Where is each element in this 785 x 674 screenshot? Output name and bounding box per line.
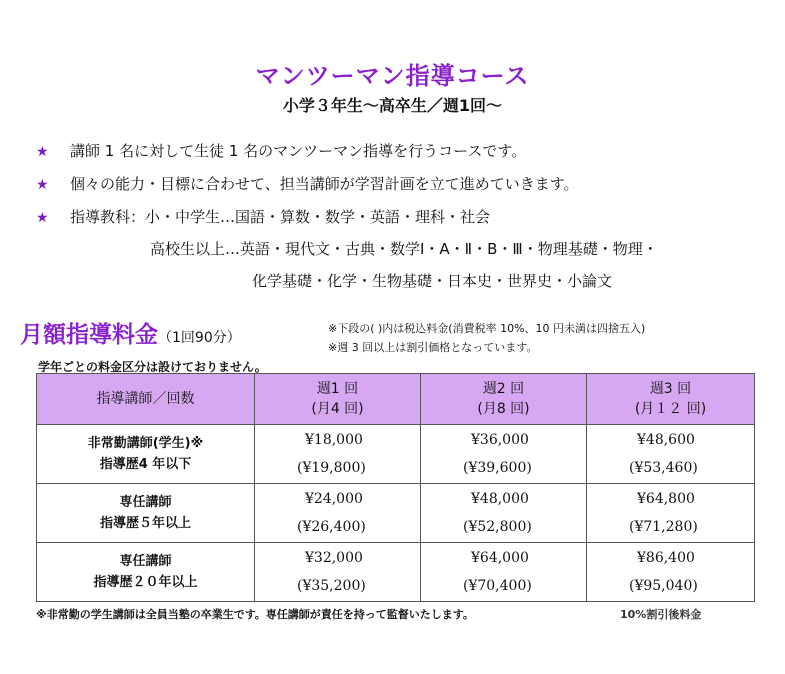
price-value: ¥18,000 xyxy=(305,432,363,448)
section-title xyxy=(20,316,241,349)
discount-note-line: ※週 3 回以上は割引価格となっています。 xyxy=(328,341,538,354)
price-tax-value: (¥35,200) xyxy=(297,578,366,594)
price-value: ¥64,000 xyxy=(471,550,529,566)
price-cell xyxy=(587,425,755,484)
table-row xyxy=(37,484,755,543)
row-label-line2: 指導歴２０年以上 xyxy=(93,575,198,590)
star-icon: ★ xyxy=(36,210,49,226)
course-title: マンツーマン指導コース xyxy=(255,62,530,90)
bullet-item xyxy=(36,173,579,194)
table-row xyxy=(37,425,755,484)
header-week1-line1: 週1 回 xyxy=(316,381,359,397)
price-value: ¥24,000 xyxy=(305,491,363,507)
star-icon: ★ xyxy=(36,144,49,160)
no-grade-note: 学年ごとの料金区分は設けておりません。 xyxy=(38,360,267,374)
price-tax-value: (¥70,400) xyxy=(463,578,532,594)
course-subtitle: 小学３年生～高卒生／週1回～ xyxy=(282,96,503,115)
header-week1-line2: (月4 回) xyxy=(311,401,364,417)
price-cell xyxy=(587,543,755,602)
bullet-item xyxy=(36,206,490,227)
header-label: 指導講師／回数 xyxy=(37,374,255,425)
price-tax-value: (¥19,800) xyxy=(297,460,366,476)
price-value: ¥64,800 xyxy=(637,491,695,507)
subject-line-high: 高校生以上…英語・現代文・古典・数学Ⅰ・A・Ⅱ・B・Ⅲ・物理基礎・物理・ xyxy=(150,240,658,258)
row-label xyxy=(37,484,255,543)
price-value: ¥86,400 xyxy=(637,550,695,566)
tax-note: ※下段の( )内は税込料金(消費税率 10%、10 円未満は四捨五入) xyxy=(328,322,646,335)
bullet-text: 指導教科：小・中学生…国語・算数・数学・英語・理科・社会 xyxy=(70,208,491,226)
bullet-item xyxy=(36,140,526,161)
header-week2-line2: (月8 回) xyxy=(477,401,530,417)
price-cell xyxy=(255,543,421,602)
header-week1 xyxy=(255,374,421,425)
header-week2 xyxy=(421,374,587,425)
section-title-main: 月額指導料金 xyxy=(20,322,158,348)
price-cell xyxy=(255,425,421,484)
price-value: ¥36,000 xyxy=(471,432,529,448)
header-week2-line1: 週2 回 xyxy=(482,381,525,397)
price-cell xyxy=(421,543,587,602)
price-tax-value: (¥39,600) xyxy=(463,460,532,476)
footer-note: ※非常勤の学生講師は全員当塾の卒業生です。専任講師が責任を持って監督いたします。 xyxy=(36,608,474,621)
price-tax-value: (¥52,800) xyxy=(463,519,532,535)
price-tax-value: (¥26,400) xyxy=(297,519,366,535)
price-tax-value: (¥95,040) xyxy=(629,578,698,594)
price-tax-value: (¥53,460) xyxy=(629,460,698,476)
price-value: ¥32,000 xyxy=(305,550,363,566)
price-value: ¥48,600 xyxy=(637,432,695,448)
price-value: ¥48,000 xyxy=(471,491,529,507)
price-cell xyxy=(255,484,421,543)
star-icon: ★ xyxy=(36,177,49,193)
price-cell xyxy=(421,425,587,484)
header-week3-line1: 週3 回 xyxy=(649,381,692,397)
header-week3-line2: (月１２ 回) xyxy=(634,401,707,417)
table-header-row xyxy=(37,374,755,425)
header-week3 xyxy=(587,374,755,425)
row-label-line1: 専任講師 xyxy=(119,554,172,569)
row-label xyxy=(37,543,255,602)
price-tax-value: (¥71,280) xyxy=(629,519,698,535)
row-label xyxy=(37,425,255,484)
row-label-line2: 指導歴4 年以下 xyxy=(99,457,192,472)
table-row xyxy=(37,543,755,602)
row-label-line2: 指導歴５年以上 xyxy=(99,516,191,531)
section-title-sub: （1回90分） xyxy=(158,330,241,346)
row-label-line1: 専任講師 xyxy=(119,495,172,510)
row-label-line1: 非常勤講師(学生)※ xyxy=(87,436,204,451)
bullet-text: 個々の能力・目標に合わせて、担当講師が学習計画を立て進めていきます。 xyxy=(70,175,579,193)
price-cell xyxy=(587,484,755,543)
price-table xyxy=(36,373,755,602)
price-cell xyxy=(421,484,587,543)
bullet-text: 講師 1 名に対して生徒 1 名のマンツーマン指導を行うコースです。 xyxy=(70,142,527,160)
discount-label: 10%割引後料金 xyxy=(620,608,702,621)
subject-line-high-cont: 化学基礎・化学・生物基礎・日本史・世界史・小論文 xyxy=(252,272,613,290)
